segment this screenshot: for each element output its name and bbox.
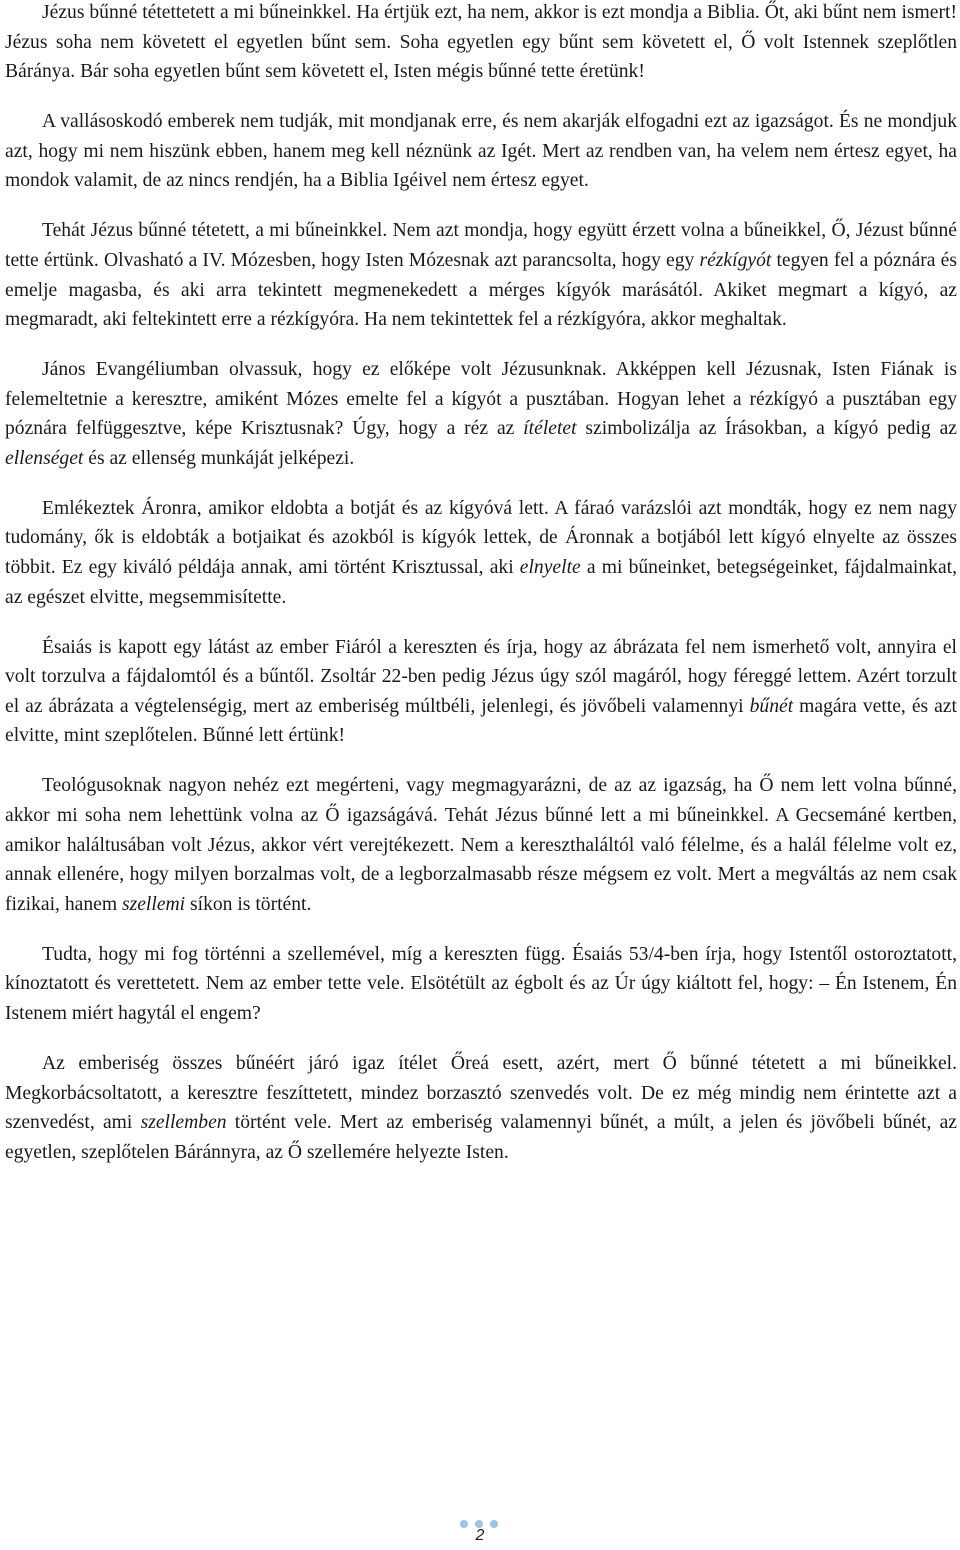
italic-text: elnyelte xyxy=(519,557,581,579)
paragraph-text: A vallásoskodó emberek nem tudják, mit mondjanak erre, és nem akarják elfogadni ezt az igazságot. És ne mondjuk azt, hogy mi nem hiszünk ebben, hanem meg kell néznünk az Igét. Mert az rendben van, ha velem nem értesz egyet, ha mondok valamit, de az nincs rendjén, ha a Biblia Igéivel nem értesz egyet. xyxy=(5,111,957,192)
paragraph-text: Ésaiás is kapott egy látást az ember Fiáról a kereszten és írja, hogy az ábrázata fel nem ismerhető volt, annyira el volt torzulva a fájdalomtól és a bűntől. Zsoltár 22-ben pedig Jézus úgy szól magáról, hogy féreggé lettem. Azért torzult el az ábrázata a végtelenségig, mert az emberiség múltbéli, jelenlegi, és jövőbeli valamennyi xyxy=(5,636,957,717)
paragraph-text: Tehát Jézus bűnné tétetett, a mi bűneinkkel. Nem azt mondja, hogy együtt érzett volna a bűneikkel, Ő, Jézust bűnné tette értünk. Olvasható a IV. Mózesben, hogy Isten Mózesnak azt parancsolta, hogy egy xyxy=(5,220,957,271)
italic-text: szellemben xyxy=(140,1112,227,1134)
italic-text: szellemi xyxy=(121,893,186,915)
paragraph-text: Teológusoknak nagyon nehéz ezt megérteni, vagy megmagyarázni, de az az igazság, ha Ő nem lett volna bűnné, akkor mi soha nem lehettünk volna az Ő igazságává. Tehát Jézus bűnné lett a mi bűneinkkel. A Gecsemáné kertben, amikor haláltusában volt Jézus, akkor vért verejtékezett. Nem a kereszthaláltól való félelme, és a halál félelme volt ez, annak ellenére, hogy milyen borzalmas volt, de a legborzalmasabb része mégsem ez volt. Mert a megváltás az nem csak fizikai, hanem xyxy=(5,775,957,915)
paragraph xyxy=(5,771,957,919)
page-footer xyxy=(0,1510,960,1550)
paragraph-text: Jézus bűnné tétettetett a mi bűneinkkel. Ha értjük ezt, ha nem, akkor is ezt mondja a Biblia. Őt, aki bűnt nem ismert! Jézus soha nem követett el egyetlen bűnt sem. Soha egyetlen egy bűnt sem követett el, Ő volt Istennek szeplőtlen Báránya. Bár soha egyetlen bűnt sem követett el, Isten mégis bűnné tette éretünk! xyxy=(5,2,957,83)
italic-text: bűnét xyxy=(749,695,794,717)
paragraph xyxy=(5,107,957,196)
paragraph-text: Tudta, hogy mi fog történni a szellemével, míg a kereszten függ. Ésaiás 53/4-ben írja, hogy Istentől ostoroztatott, kínoztatott és verettetett. Nem az ember tette vele. Elsötétült az égbolt és az Úr úgy kiáltott fel, hogy: – Én Istenem, Én Istenem miért hagytál el engem? xyxy=(5,943,957,1024)
paragraph-text: Az emberiség összes bűnéért járó igaz ítélet Őreá esett, azért, mert Ő bűnné tétetett a mi bűneikkel. Megkorbácsoltatott, a keresztre feszíttetett, mindez borzasztó szenvedés volt. De ez még mindig nem érintette azt a szenvedést, ami xyxy=(5,1052,957,1134)
paragraph xyxy=(5,216,957,334)
paragraph-text: a mi bűneinket, betegségeinket, fájdalmainkat, az egészet elvitte, megsemmisítette. xyxy=(5,557,957,608)
paragraph-text: és az ellenség munkáját jelképezi. xyxy=(83,447,355,469)
paragraph xyxy=(5,0,957,87)
italic-text: ellenséget xyxy=(5,447,84,469)
paragraph-text: tegyen fel a póznára és emelje magasba, és aki arra tekintett megmenekedett a mérges kígyók marásától. Akiket megmart a kígyó, az megmaradt, aki feltekintett erre a rézkígyóra. Ha nem tekintettek fel a rézkígyóra, akkor meghaltak. xyxy=(5,249,957,331)
italic-text: ítéletet xyxy=(523,418,577,440)
paragraph xyxy=(5,1049,957,1167)
paragraph xyxy=(5,940,957,1029)
paragraph xyxy=(5,355,957,473)
paragraph-text: síkon is történt. xyxy=(185,893,312,915)
paragraph xyxy=(5,494,957,612)
document-page xyxy=(5,0,957,1167)
italic-text: rézkígyót xyxy=(699,249,772,271)
paragraph-text: Emlékeztek Áronra, amikor eldobta a botját és az kígyóvá lett. A fáraó varázslói azt mondták, hogy ez nem nagy tudomány, ők is eldobták a botjaikat és azokból is kígyók lettek, de Áronnak a botjából lett kígyó elnyelte az összes többit. Ez egy kiváló példája annak, ami történt Krisztussal, aki xyxy=(5,497,957,579)
paragraph-text: történt vele. Mert az emberiség valamennyi bűnét, a múlt, a jelen és jövőbeli bűnét, az egyetlen, szeplőtelen Báránnyra, az Ő szellemére helyezte Isten. xyxy=(5,1112,957,1163)
paragraph-text: magára vette, és azt elvitte, mint szeplőtelen. Bűnné lett értünk! xyxy=(5,695,958,747)
paragraph xyxy=(5,633,957,751)
page-number: 2 xyxy=(475,1527,485,1544)
paragraph-text: János Evangéliumban olvassuk, hogy ez előképe volt Jézusunknak. Akképpen kell Jézusnak, Isten Fiának is felemeltetnie a keresztre, amiként Mózes emelte fel a kígyót a pusztában. Hogyan lehet a rézkígyó a pusztában egy póznára felfüggesztve, képe Krisztusnak? Úgy, hogy a réz az xyxy=(5,359,957,440)
paragraph-text: szimbolizálja az Írásokban, a kígyó pedig az xyxy=(576,418,957,440)
